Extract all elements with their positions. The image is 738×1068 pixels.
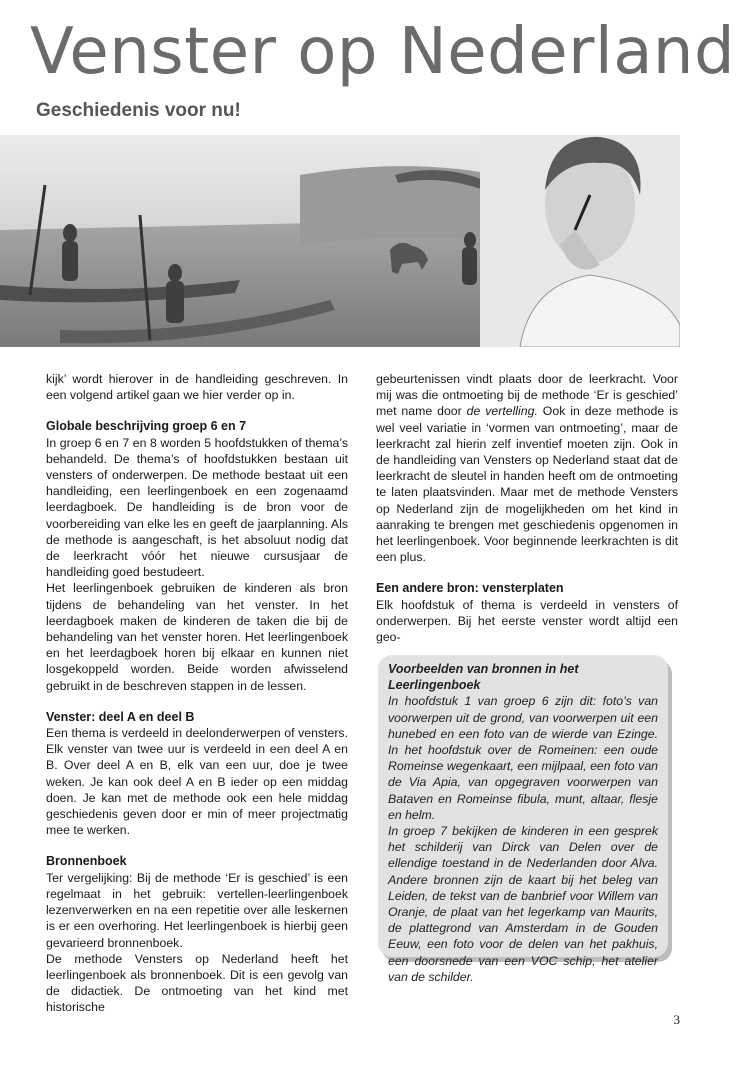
text-run: Ook in deze methode is wel veel variatie in ‘vormen van ontmoeting’, maar de leerkracht zal hierin zelf inventief moeten zijn. Ook in de handleiding van Vensters op Nederland staat dat de leerkracht de sleutel in handen heeft om de ontmoeting te laten plaatsvinden. Maar met de methode Vensters op Nederland zijn de mogelijkheden om het kind in aanraking te brengen met geschiedenis opgenomen in het leerlingenboek. Voor beginnende leerkrachten is dit een plus.: [376, 404, 678, 565]
paragraph: Elk hoofdstuk of thema is verdeeld in vensters of onderwerpen. Bij het eerste venster wordt altijd een geo-: [376, 597, 678, 645]
page-subtitle: Geschiedenis voor nu!: [36, 100, 241, 121]
callout-heading: Voorbeelden van bronnen in het Leerlingenboek: [388, 662, 579, 693]
right-column: [376, 371, 678, 645]
callout-paragraph: In groep 7 bekijken de kinderen in een gesprek het schilderij van Dirck van Delen over de ellendige toestand in de Nederlanden door Alva. Andere bronnen zijn de kaart bij het beleg van Leiden, de tekst van de banbrief voor Willem van Oranje, de plaat van het legerkamp van Maurits, de plattegrond van Amsterdam in de Gouden Eeuw, een foto voor de delen van het pakhuis, een doorsnede van een VOC schip, het atelier van de schilder.: [388, 824, 658, 984]
callout-paragraph: In hoofdstuk 1 van groep 6 zijn dit: foto’s van voorwerpen uit de grond, van voorwerpen uit een hunebed en een foto van de wierde van Ezinge. In het hoofdstuk over de Romeinen: een oude Romeinse wegenkaart, een mijlpaal, een foto van de Via Apia, van opgegraven voorwerpen van Bataven en Romeinse fibula, munt, altaar, flesje en helm.: [388, 694, 658, 822]
left-column: [46, 371, 348, 1016]
sources-callout-box: [378, 655, 668, 984]
hero-illustration: [0, 135, 680, 347]
paragraph: Ter vergelijking: Bij de methode ‘Er is geschied’ is een regelmaat in het gebruik: vertellen-leerlingenboek lezenverwerken en na een repetitie over alle leskernen is er een overhoring. Het leerlingenboek is hierbij geen gevarieerd bronnenboek.: [46, 870, 348, 950]
section-heading-vensterplaten: Een andere bron: vensterplaten: [376, 581, 564, 596]
section-heading-venster: Venster: deel A en deel B: [46, 709, 195, 724]
section-heading-globale-beschrijving: Globale beschrijving groep 6 en 7: [46, 419, 247, 434]
paragraph: Een thema is verdeeld in deelonderwerpen of vensters. Elk venster van twee uur is verdeeld in een deel A en B. Over deel A en B, elk van een uur, doe je twee weken. Je kan ook deel A en B ieder op een middag doen. Je kan met de methode ook een hele middag geschiedenis geven door er min of meer projectmatig mee te werken.: [46, 726, 348, 838]
paragraph: Het leerlingenboek gebruiken de kinderen als bron tijdens de behandeling van het venster. In het leerdagboek maken de kinderen de taken die bij de behandeling van het venster horen. Het leerlingenboek en het leerdagboek horen bij elkaar en kunnen niet losgekoppeld worden. Beide worden afwisselend gebruikt in de beschreven stappen in de lessen.: [46, 581, 348, 693]
page-title: Venster op Nederland: [30, 15, 736, 89]
emphasis: de vertelling.: [466, 404, 538, 419]
paragraph: De methode Vensters op Nederland heeft het leerlingenboek als bronnenboek. Dit is een gevolg van de didactiek. De ontmoeting van het kind met historische: [46, 951, 348, 1015]
section-heading-bronnenboek: Bronnenboek: [46, 854, 127, 869]
paragraph: In groep 6 en 7 en 8 worden 5 hoofdstukken of thema’s behandeld. De thema’s of hoofdstukken bestaan uit vensters of onderwerpen. De methode bestaat uit een handleiding, een leerlingenboek en een zogenaamd leerdagboek. De handleiding is de bron voor de voorbereiding van elke les en geeft de jaarplanning. Als de methode is aangeschaft, is het absoluut nodig dat de leerkracht vóór het nieuwe cursusjaar de handleiding goed bestudeert.: [46, 435, 348, 580]
page-number: 3: [673, 1012, 680, 1027]
intro-paragraph: kijk’ wordt hierover in de handleiding geschreven. In een volgend artikel gaan we hier verder op in.: [46, 372, 348, 403]
text-run: gebeurtenissen vindt plaats door de leerkracht. Voor mij was die ontmoeting bij de methode ‘Er is geschied’ met name door: [376, 372, 678, 419]
historical-scene-illustration: [0, 135, 680, 347]
masthead: [0, 0, 738, 135]
paragraph: [376, 371, 678, 565]
